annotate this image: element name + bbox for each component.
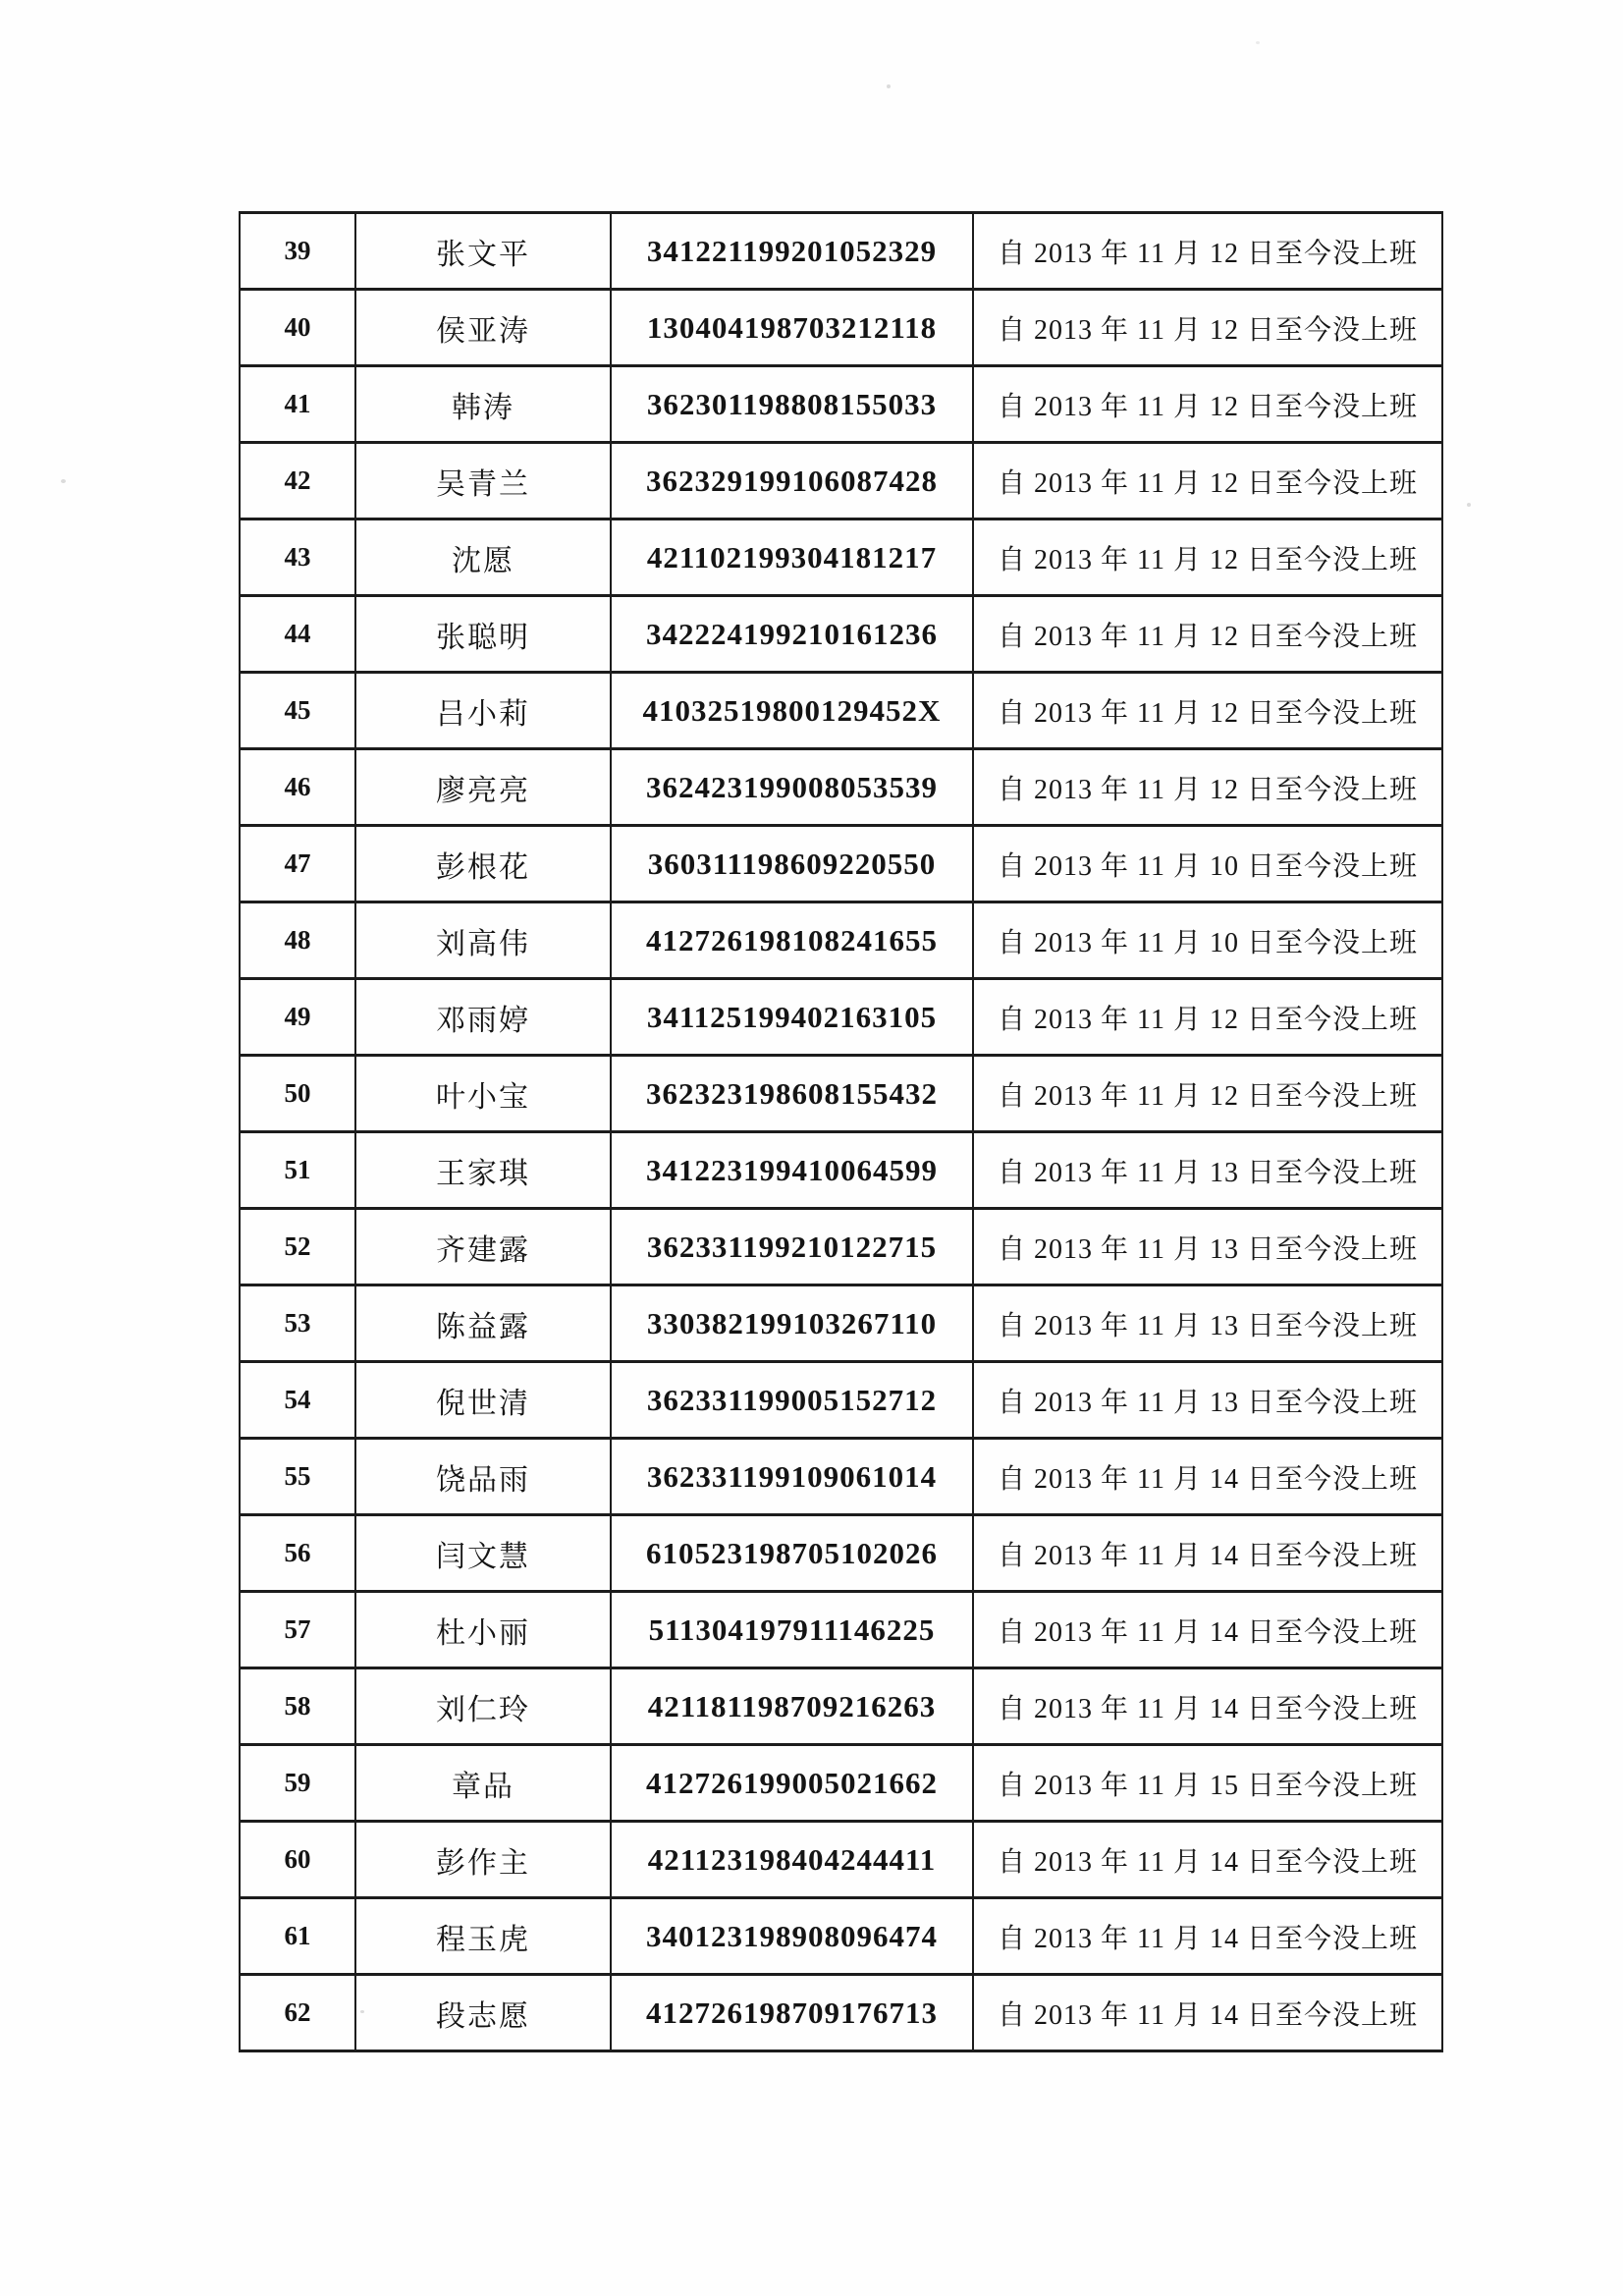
status-cell: 自 2013 年 11 月 12 日至今没上班 <box>973 366 1442 443</box>
row-number-cell: 39 <box>240 213 355 290</box>
id-number-cell: 362331199005152712 <box>611 1362 973 1439</box>
status-cell: 自 2013 年 11 月 14 日至今没上班 <box>973 1822 1442 1898</box>
table-row <box>240 749 1442 826</box>
row-number-cell: 43 <box>240 519 355 596</box>
status-cell: 自 2013 年 11 月 12 日至今没上班 <box>973 290 1442 366</box>
id-number-cell: 412726198108241655 <box>611 902 973 979</box>
status-cell: 自 2013 年 11 月 14 日至今没上班 <box>973 1898 1442 1975</box>
table-row <box>240 1822 1442 1898</box>
table-row <box>240 1056 1442 1132</box>
name-cell: 段志愿 <box>355 1975 611 2051</box>
id-number-cell: 610523198705102026 <box>611 1515 973 1592</box>
row-number-cell: 41 <box>240 366 355 443</box>
name-cell: 饶品雨 <box>355 1439 611 1515</box>
id-number-cell: 421123198404244411 <box>611 1822 973 1898</box>
id-number-cell: 362329199106087428 <box>611 443 973 519</box>
row-number-cell: 62 <box>240 1975 355 2051</box>
name-cell: 彭根花 <box>355 826 611 902</box>
id-number-cell: 341223199410064599 <box>611 1132 973 1209</box>
id-number-cell: 421102199304181217 <box>611 519 973 596</box>
name-cell: 王家琪 <box>355 1132 611 1209</box>
id-number-cell: 362331199210122715 <box>611 1209 973 1285</box>
name-cell: 闫文慧 <box>355 1515 611 1592</box>
name-cell: 刘仁玲 <box>355 1668 611 1745</box>
scan-noise-speck <box>61 479 66 483</box>
name-cell: 章品 <box>355 1745 611 1822</box>
status-cell: 自 2013 年 11 月 14 日至今没上班 <box>973 1515 1442 1592</box>
name-cell: 张文平 <box>355 213 611 290</box>
row-number-cell: 47 <box>240 826 355 902</box>
status-cell: 自 2013 年 11 月 14 日至今没上班 <box>973 1439 1442 1515</box>
name-cell: 杜小丽 <box>355 1592 611 1668</box>
table-row <box>240 902 1442 979</box>
status-cell: 自 2013 年 11 月 10 日至今没上班 <box>973 902 1442 979</box>
status-cell: 自 2013 年 11 月 14 日至今没上班 <box>973 1668 1442 1745</box>
table-row <box>240 290 1442 366</box>
id-number-cell: 362323198608155432 <box>611 1056 973 1132</box>
table-row <box>240 826 1442 902</box>
id-number-cell: 362423199008053539 <box>611 749 973 826</box>
table-row <box>240 1975 1442 2051</box>
table-row <box>240 1745 1442 1822</box>
id-number-cell: 362331199109061014 <box>611 1439 973 1515</box>
table-row <box>240 213 1442 290</box>
id-number-cell: 412726199005021662 <box>611 1745 973 1822</box>
status-cell: 自 2013 年 11 月 12 日至今没上班 <box>973 519 1442 596</box>
table-row <box>240 1362 1442 1439</box>
attendance-roster-table <box>239 211 1443 2052</box>
row-number-cell: 55 <box>240 1439 355 1515</box>
table-row <box>240 979 1442 1056</box>
status-cell: 自 2013 年 11 月 12 日至今没上班 <box>973 673 1442 749</box>
status-cell: 自 2013 年 11 月 15 日至今没上班 <box>973 1745 1442 1822</box>
table-row <box>240 1132 1442 1209</box>
scan-noise-speck <box>360 2010 364 2013</box>
name-cell: 齐建露 <box>355 1209 611 1285</box>
id-number-cell: 330382199103267110 <box>611 1285 973 1362</box>
status-cell: 自 2013 年 11 月 13 日至今没上班 <box>973 1362 1442 1439</box>
table-row <box>240 1898 1442 1975</box>
id-number-cell: 341221199201052329 <box>611 213 973 290</box>
row-number-cell: 60 <box>240 1822 355 1898</box>
table-body <box>240 213 1442 2051</box>
row-number-cell: 53 <box>240 1285 355 1362</box>
name-cell: 邓雨婷 <box>355 979 611 1056</box>
row-number-cell: 48 <box>240 902 355 979</box>
id-number-cell: 421181198709216263 <box>611 1668 973 1745</box>
row-number-cell: 45 <box>240 673 355 749</box>
name-cell: 陈益露 <box>355 1285 611 1362</box>
status-cell: 自 2013 年 11 月 13 日至今没上班 <box>973 1132 1442 1209</box>
name-cell: 程玉虎 <box>355 1898 611 1975</box>
status-cell: 自 2013 年 11 月 14 日至今没上班 <box>973 1592 1442 1668</box>
table-row <box>240 443 1442 519</box>
status-cell: 自 2013 年 11 月 10 日至今没上班 <box>973 826 1442 902</box>
status-cell: 自 2013 年 11 月 14 日至今没上班 <box>973 1975 1442 2051</box>
table-row <box>240 366 1442 443</box>
scan-noise-speck <box>887 84 891 88</box>
row-number-cell: 52 <box>240 1209 355 1285</box>
name-cell: 刘高伟 <box>355 902 611 979</box>
name-cell: 彭作主 <box>355 1822 611 1898</box>
name-cell: 侯亚涛 <box>355 290 611 366</box>
row-number-cell: 50 <box>240 1056 355 1132</box>
row-number-cell: 61 <box>240 1898 355 1975</box>
table-row <box>240 596 1442 673</box>
scan-noise-speck <box>1467 503 1471 507</box>
row-number-cell: 49 <box>240 979 355 1056</box>
name-cell: 韩涛 <box>355 366 611 443</box>
row-number-cell: 58 <box>240 1668 355 1745</box>
scan-noise-speck <box>1256 41 1260 44</box>
table-row <box>240 673 1442 749</box>
id-number-cell: 412726198709176713 <box>611 1975 973 2051</box>
id-number-cell: 41032519800129452X <box>611 673 973 749</box>
name-cell: 吴青兰 <box>355 443 611 519</box>
name-cell: 倪世清 <box>355 1362 611 1439</box>
row-number-cell: 51 <box>240 1132 355 1209</box>
status-cell: 自 2013 年 11 月 12 日至今没上班 <box>973 443 1442 519</box>
table-row <box>240 1592 1442 1668</box>
id-number-cell: 360311198609220550 <box>611 826 973 902</box>
table-row <box>240 1439 1442 1515</box>
id-number-cell: 511304197911146225 <box>611 1592 973 1668</box>
name-cell: 吕小莉 <box>355 673 611 749</box>
id-number-cell: 130404198703212118 <box>611 290 973 366</box>
id-number-cell: 340123198908096474 <box>611 1898 973 1975</box>
table-row <box>240 1515 1442 1592</box>
id-number-cell: 342224199210161236 <box>611 596 973 673</box>
table-row <box>240 1285 1442 1362</box>
status-cell: 自 2013 年 11 月 13 日至今没上班 <box>973 1285 1442 1362</box>
row-number-cell: 59 <box>240 1745 355 1822</box>
id-number-cell: 362301198808155033 <box>611 366 973 443</box>
table-row <box>240 1668 1442 1745</box>
row-number-cell: 46 <box>240 749 355 826</box>
status-cell: 自 2013 年 11 月 12 日至今没上班 <box>973 1056 1442 1132</box>
row-number-cell: 57 <box>240 1592 355 1668</box>
row-number-cell: 54 <box>240 1362 355 1439</box>
row-number-cell: 42 <box>240 443 355 519</box>
name-cell: 叶小宝 <box>355 1056 611 1132</box>
name-cell: 张聪明 <box>355 596 611 673</box>
name-cell: 廖亮亮 <box>355 749 611 826</box>
row-number-cell: 40 <box>240 290 355 366</box>
name-cell: 沈愿 <box>355 519 611 596</box>
row-number-cell: 56 <box>240 1515 355 1592</box>
status-cell: 自 2013 年 11 月 12 日至今没上班 <box>973 213 1442 290</box>
status-cell: 自 2013 年 11 月 12 日至今没上班 <box>973 979 1442 1056</box>
id-number-cell: 341125199402163105 <box>611 979 973 1056</box>
status-cell: 自 2013 年 11 月 13 日至今没上班 <box>973 1209 1442 1285</box>
row-number-cell: 44 <box>240 596 355 673</box>
table-row <box>240 1209 1442 1285</box>
table-row <box>240 519 1442 596</box>
status-cell: 自 2013 年 11 月 12 日至今没上班 <box>973 749 1442 826</box>
status-cell: 自 2013 年 11 月 12 日至今没上班 <box>973 596 1442 673</box>
